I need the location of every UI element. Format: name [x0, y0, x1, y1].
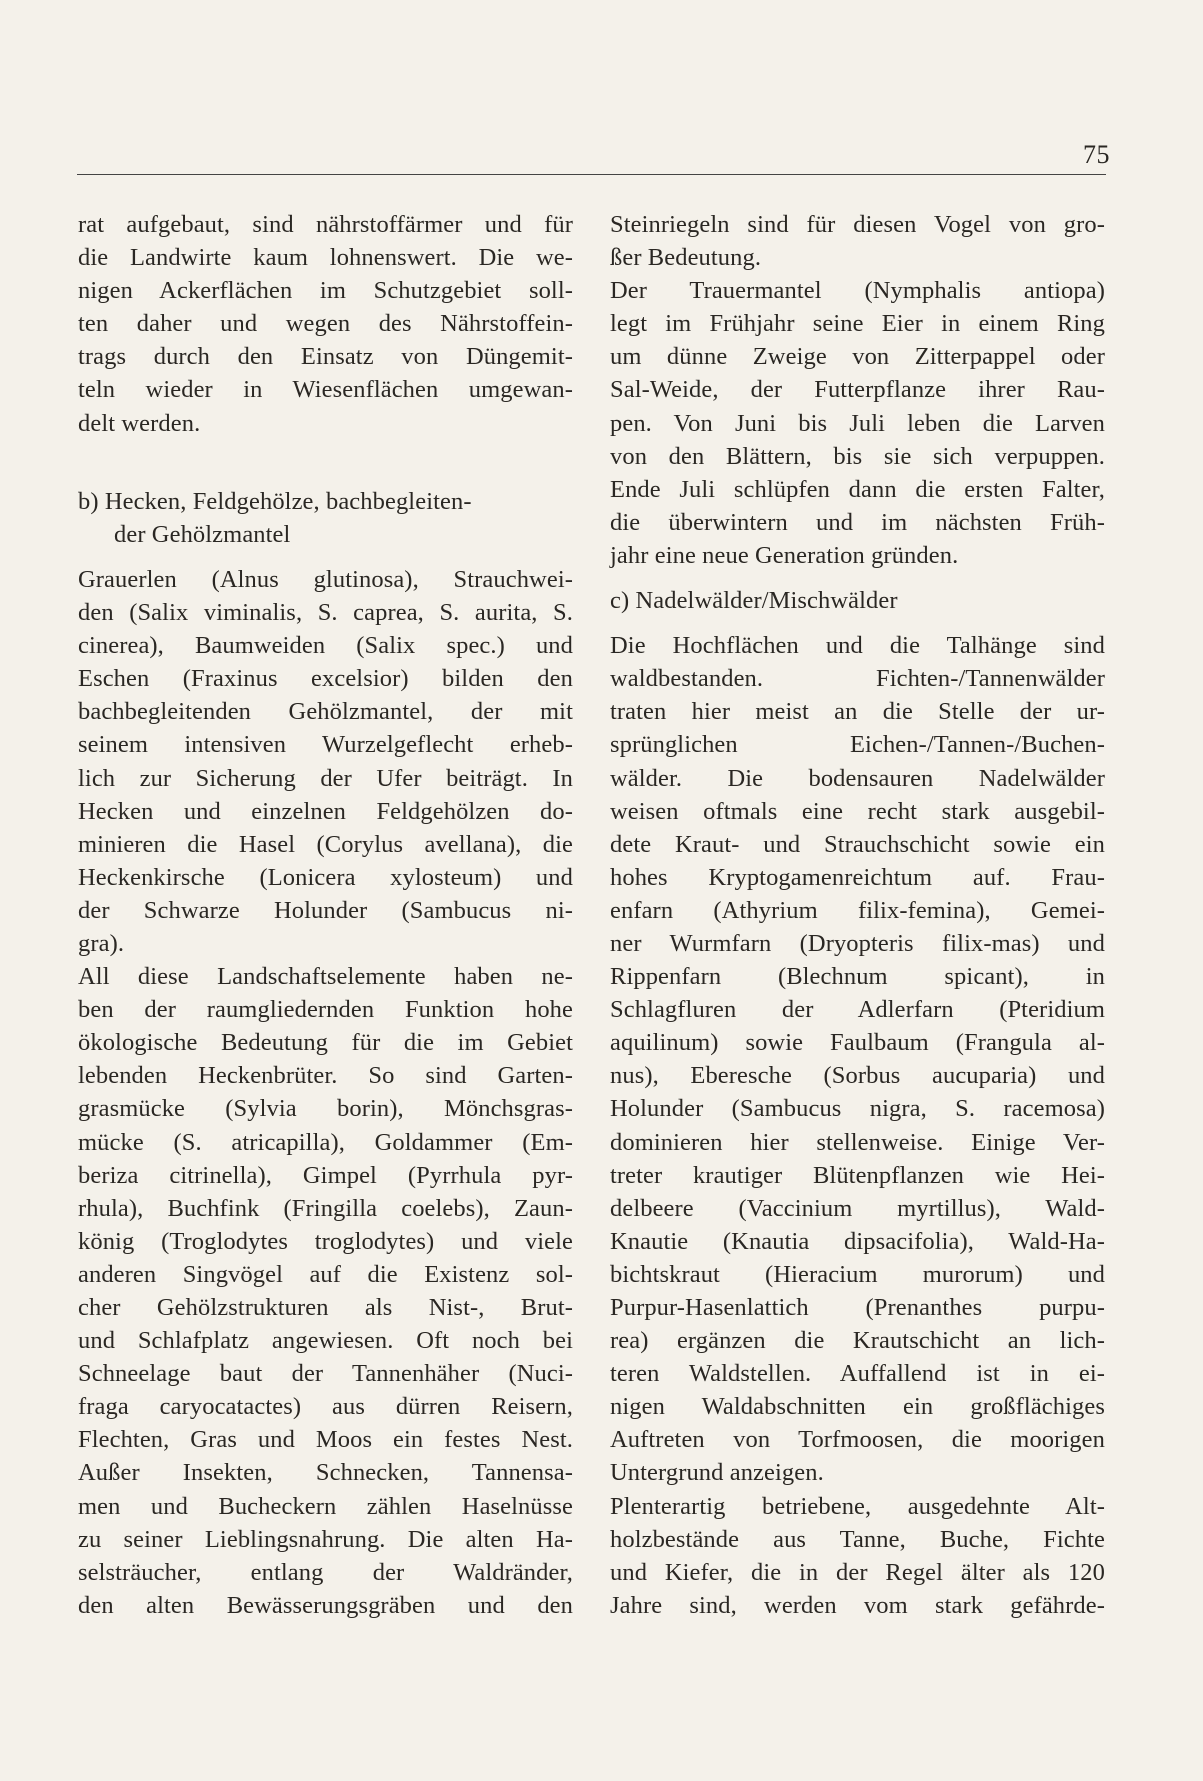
heading-line: c) Nadelwälder/Mischwälder — [610, 587, 898, 615]
page-number: 75 — [1083, 140, 1110, 169]
text-line: nus), Eberesche (Sorbus aucuparia) und — [610, 1062, 1105, 1090]
text-line: die Landwirte kaum lohnenswert. Die we- — [78, 244, 573, 272]
text-line: dete Kraut- und Strauchschicht sowie ein — [610, 830, 1105, 858]
text-line: weisen oftmals eine recht stark ausgebil- — [610, 797, 1105, 825]
text-line: Die Hochflächen und die Talhänge sind — [610, 632, 1105, 660]
text-line: seinem intensiven Wurzelgeflecht erheb- — [78, 731, 573, 759]
text-line: Rippenfarn (Blechnum spicant), in — [610, 963, 1105, 991]
text-line: und Kiefer, die in der Regel älter als 120 — [610, 1558, 1105, 1586]
text-line: delbeere (Vaccinium myrtillus), Wald- — [610, 1194, 1105, 1222]
text-line: rea) ergänzen die Krautschicht an lich- — [610, 1327, 1105, 1355]
text-line: Auftreten von Torfmoosen, die moorigen — [610, 1426, 1105, 1454]
text-line: ökologische Bedeutung für die im Gebiet — [78, 1029, 573, 1057]
text-line: Knautie (Knautia dipsacifolia), Wald-Ha- — [610, 1227, 1105, 1255]
text-line: hohes Kryptogamenreichtum auf. Frau- — [610, 863, 1105, 891]
text-line: teln wieder in Wiesenflächen umgewan- — [78, 376, 573, 404]
text-line: Schlagfluren der Adlerfarn (Pteridium — [610, 996, 1105, 1024]
heading-line: b) Hecken, Feldgehölze, bachbegleiten- — [78, 487, 472, 515]
text-line: pen. Von Juni bis Juli leben die Larven — [610, 409, 1105, 437]
text-line: traten hier meist an die Stelle der ur- — [610, 698, 1105, 726]
text-line: waldbestanden. Fichten-/Tannenwälder — [610, 665, 1105, 693]
text-line: ßer Bedeutung. — [610, 244, 762, 272]
text-line: Untergrund anzeigen. — [610, 1459, 824, 1487]
text-line: Flechten, Gras und Moos ein festes Nest. — [78, 1426, 573, 1454]
text-line: men und Bucheckern zählen Haselnüsse — [78, 1492, 573, 1520]
paragraph — [78, 208, 573, 440]
text-line: Jahre sind, werden vom stark gefährde- — [610, 1591, 1105, 1619]
text-line: cher Gehölzstrukturen als Nist-, Brut- — [78, 1294, 573, 1321]
text-line: lich zur Sicherung der Ufer beiträgt. In — [78, 764, 573, 792]
text-line: cinerea), Baumweiden (Salix spec.) und — [78, 632, 573, 660]
text-line: legt im Frühjahr seine Eier in einem Ring — [610, 310, 1105, 338]
paragraph — [610, 208, 1105, 274]
text-line: ten daher und wegen des Nährstoffein- — [78, 310, 573, 338]
text-line: aquilinum) sowie Faulbaum (Frangula al- — [610, 1029, 1105, 1057]
text-line: Purpur-Hasenlattich (Prenanthes purpu- — [610, 1294, 1105, 1321]
text-line: Schneelage baut der Tannenhäher (Nuci- — [78, 1360, 573, 1388]
text-line: selsträucher, entlang der Waldränder, — [78, 1558, 573, 1586]
text-line: Heckenkirsche (Lonicera xylosteum) und — [78, 863, 573, 891]
paragraph — [78, 563, 573, 960]
paragraph — [78, 960, 573, 1622]
text-line: sprünglichen Eichen-/Tannen-/Buchen- — [610, 731, 1105, 759]
header-rule — [77, 174, 1106, 175]
text-line: lebenden Heckenbrüter. So sind Garten- — [78, 1062, 573, 1090]
text-line: anderen Singvögel auf die Existenz sol- — [78, 1260, 573, 1288]
text-line: der Schwarze Holunder (Sambucus ni- — [78, 896, 573, 924]
text-line: delt werden. — [78, 409, 201, 437]
text-line: um dünne Zweige von Zitterpappel oder — [610, 343, 1105, 371]
text-line: könig (Troglodytes troglodytes) und viele — [78, 1227, 573, 1255]
section-heading-c — [610, 584, 1105, 617]
text-line: dominieren hier stellenweise. Einige Ver- — [610, 1128, 1105, 1156]
text-line: teren Waldstellen. Auffallend ist in ei- — [610, 1360, 1105, 1388]
text-line: den alten Bewässerungsgräben und den — [78, 1591, 573, 1619]
text-line: beriza citrinella), Gimpel (Pyrrhula pyr- — [78, 1161, 573, 1189]
text-line: rat aufgebaut, sind nährstoffärmer und für — [78, 211, 573, 238]
text-line: von den Blättern, bis sie sich verpuppen. — [610, 442, 1105, 470]
text-line: bichtskraut (Hieracium murorum) und — [610, 1260, 1105, 1288]
section-heading-b — [78, 485, 573, 551]
text-line: jahr eine neue Generation gründen. — [610, 541, 959, 569]
heading-line: der Gehölzmantel — [114, 520, 291, 548]
text-line: Sal-Weide, der Futterpflanze ihrer Rau- — [610, 376, 1105, 404]
text-line: wälder. Die bodensauren Nadelwälder — [610, 764, 1105, 792]
text-line: die überwintern und im nächsten Früh- — [610, 508, 1105, 536]
paragraph — [610, 1490, 1105, 1622]
text-line: Steinriegeln sind für diesen Vogel von gro- — [610, 211, 1105, 238]
text-line: ner Wurmfarn (Dryopteris filix-mas) und — [610, 929, 1105, 957]
text-line: Ende Juli schlüpfen dann die ersten Falter, — [610, 475, 1105, 503]
text-line: enfarn (Athyrium filix-femina), Gemei- — [610, 896, 1105, 924]
text-line: nigen Waldabschnitten ein großflächiges — [610, 1393, 1105, 1421]
text-line: holzbestände aus Tanne, Buche, Fichte — [610, 1525, 1105, 1553]
left-column — [78, 208, 573, 1622]
text-line: Grauerlen (Alnus glutinosa), Strauchwei- — [78, 565, 573, 593]
right-column — [610, 208, 1105, 1622]
text-line: fraga caryocatactes) aus dürren Reisern, — [78, 1393, 573, 1421]
text-line: Eschen (Fraxinus excelsior) bilden den — [78, 665, 573, 693]
text-line: gra). — [78, 929, 125, 957]
text-line: Plenterartig betriebene, ausgedehnte Alt- — [610, 1492, 1105, 1520]
paragraph — [610, 629, 1105, 1489]
text-line: und Schlafplatz angewiesen. Oft noch bei — [78, 1327, 573, 1355]
text-line: Außer Insekten, Schnecken, Tannensa- — [78, 1459, 573, 1487]
text-line: nigen Ackerflächen im Schutzgebiet soll- — [78, 277, 573, 305]
text-line: minieren die Hasel (Corylus avellana), die — [78, 830, 573, 858]
text-line: Hecken und einzelnen Feldgehölzen do- — [78, 797, 573, 825]
text-line: grasmücke (Sylvia borin), Mönchsgras- — [78, 1095, 573, 1123]
text-line: mücke (S. atricapilla), Goldammer (Em- — [78, 1128, 573, 1156]
text-line: zu seiner Lieblingsnahrung. Die alten Ha- — [78, 1525, 573, 1553]
text-line: ben der raumgliedernden Funktion hohe — [78, 996, 573, 1024]
text-line: trags durch den Einsatz von Düngemit- — [78, 343, 573, 371]
text-line: bachbegleitenden Gehölzmantel, der mit — [78, 698, 573, 726]
text-line: treter krautiger Blütenpflanzen wie Hei- — [610, 1161, 1105, 1189]
text-line: Der Trauermantel (Nymphalis antiopa) — [610, 277, 1105, 305]
paragraph — [610, 274, 1105, 572]
text-line: den (Salix viminalis, S. caprea, S. aurita, S. — [78, 599, 573, 627]
text-line: All diese Landschaftselemente haben ne- — [78, 963, 573, 991]
text-line: rhula), Buchfink (Fringilla coelebs), Zaun- — [78, 1194, 573, 1222]
text-line: Holunder (Sambucus nigra, S. racemosa) — [610, 1095, 1105, 1123]
